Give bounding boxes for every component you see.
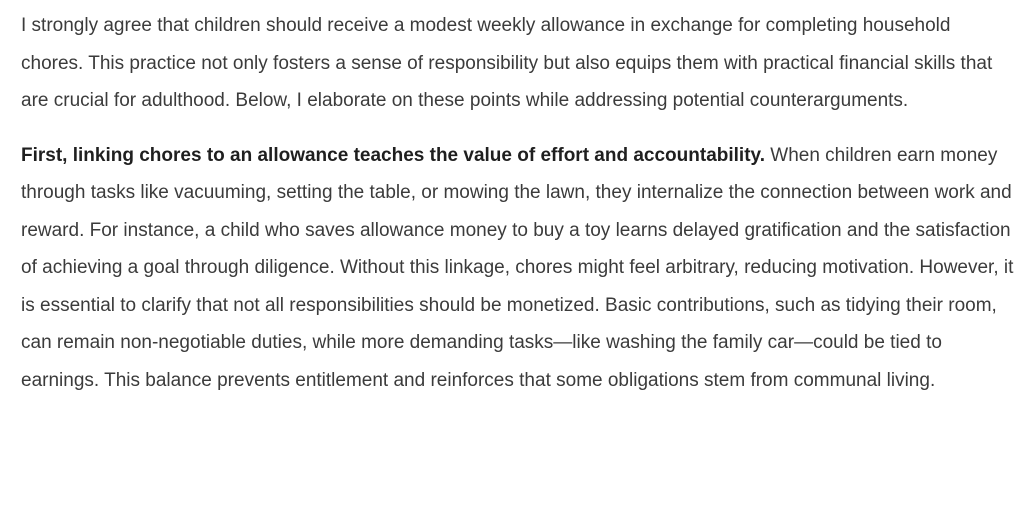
paragraph-intro	[21, 7, 1016, 120]
paragraph-first-point	[21, 137, 1016, 400]
paragraph-first-point-lead: First, linking chores to an allowance teaches the value of effort and accountability.	[21, 144, 765, 166]
paragraph-first-point-text: When children earn money through tasks like vacuuming, setting the table, or mowing the lawn, they internalize the connection between work and reward. For instance, a child who saves allowance money to buy a toy learns delayed gratification and the satisfaction of achieving a goal through diligence. Without this linkage, chores might feel arbitrary, reducing motivation. However, it is essential to clarify that not all responsibilities should be monetized. Basic contributions, such as tidying their room, can remain non-negotiable duties, while more demanding tasks—like washing the family car—could be tied to earnings. This balance prevents entitlement and reinforces that some obligations stem from communal living.	[21, 144, 1014, 391]
paragraph-intro-text: I strongly agree that children should receive a modest weekly allowance in exchange for completing household chores. This practice not only fosters a sense of responsibility but also equips them with practical financial skills that are crucial for adulthood. Below, I elaborate on these points while addressing potential counterarguments.	[21, 15, 993, 111]
article-body	[21, 7, 1016, 399]
